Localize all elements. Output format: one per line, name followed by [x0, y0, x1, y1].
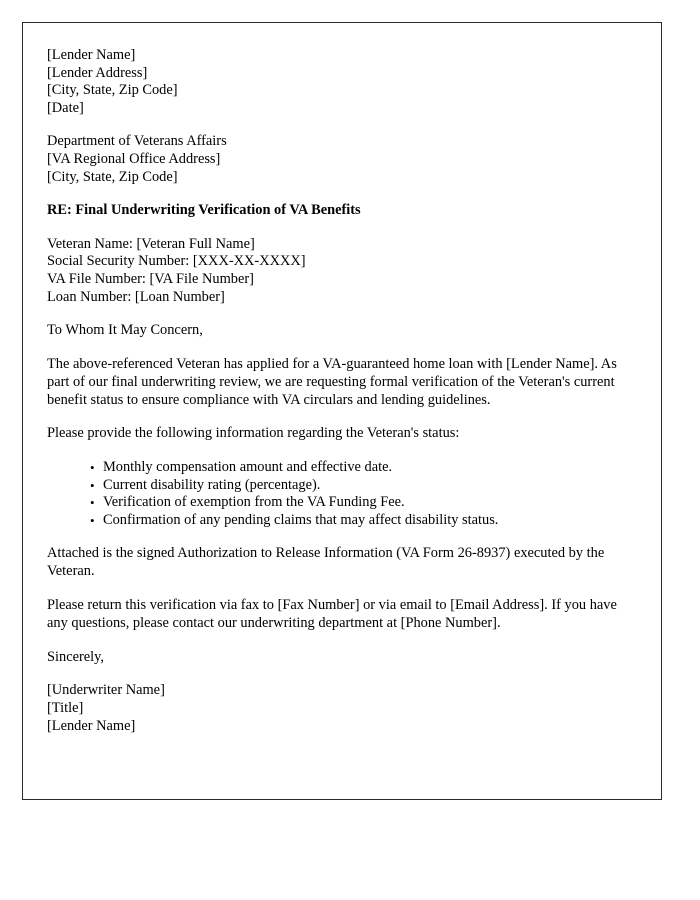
reference-veteran-name: Veteran Name: [Veteran Full Name] [47, 235, 255, 252]
reference-va-file-number: VA File Number: [VA File Number] [47, 270, 254, 287]
signature-lender-name: [Lender Name] [47, 717, 136, 734]
attachment-paragraph: Attached is the signed Authorization to Release Information (VA Form 26-8937) executed by the Veteran. [47, 545, 605, 580]
list-item: • Verification of exemption from the VA Funding Fee. [90, 494, 631, 512]
salutation: To Whom It May Concern, [47, 322, 203, 339]
sender-line-lender-address: [Lender Address] [47, 64, 148, 81]
list-item: • Monthly compensation amount and effective date. [90, 459, 631, 477]
letter-content [47, 47, 631, 735]
sender-address-block [47, 47, 631, 117]
signature-block [47, 682, 631, 735]
request-intro-paragraph: Please provide the following information regarding the Veteran's status: [47, 425, 460, 442]
requested-information-list [47, 459, 631, 529]
recipient-line-department: Department of Veterans Affairs [47, 133, 227, 150]
recipient-address-block [47, 133, 631, 186]
recipient-line-city-state-zip: [City, State, Zip Code] [47, 168, 178, 185]
body-paragraph-intro: The above-referenced Veteran has applied for a VA-guaranteed home loan with [Lender Name]. As part of our final underwriting review, we are requesting formal verification of the Veteran's current benefit status to ensure compliance with VA circulars and lending guidelines. [47, 355, 617, 408]
sender-line-lender-name: [Lender Name] [47, 47, 136, 63]
reference-loan-number: Loan Number: [Loan Number] [47, 288, 225, 305]
subject-line: RE: Final Underwriting Verification of VA Benefits [47, 202, 361, 219]
recipient-line-office-address: [VA Regional Office Address] [47, 150, 221, 167]
signature-underwriter-name: [Underwriter Name] [47, 682, 165, 699]
letter-page [22, 22, 662, 800]
reference-social-security-number: Social Security Number: [XXX-XX-XXXX] [47, 253, 306, 270]
signature-title: [Title] [47, 700, 84, 717]
sender-line-date: [Date] [47, 99, 84, 116]
closing-salutation: Sincerely, [47, 648, 105, 665]
list-item: • Current disability rating (percentage). [90, 477, 631, 495]
return-instructions-paragraph: Please return this verification via fax to [Fax Number] or via email to [Email Address]. If you have any questions, please contact our underwriting department at [Phone Number]. [47, 597, 617, 631]
reference-details-block [47, 236, 631, 306]
list-item: • Confirmation of any pending claims that may affect disability status. [90, 512, 631, 530]
sender-line-city-state-zip: [City, State, Zip Code] [47, 82, 178, 99]
